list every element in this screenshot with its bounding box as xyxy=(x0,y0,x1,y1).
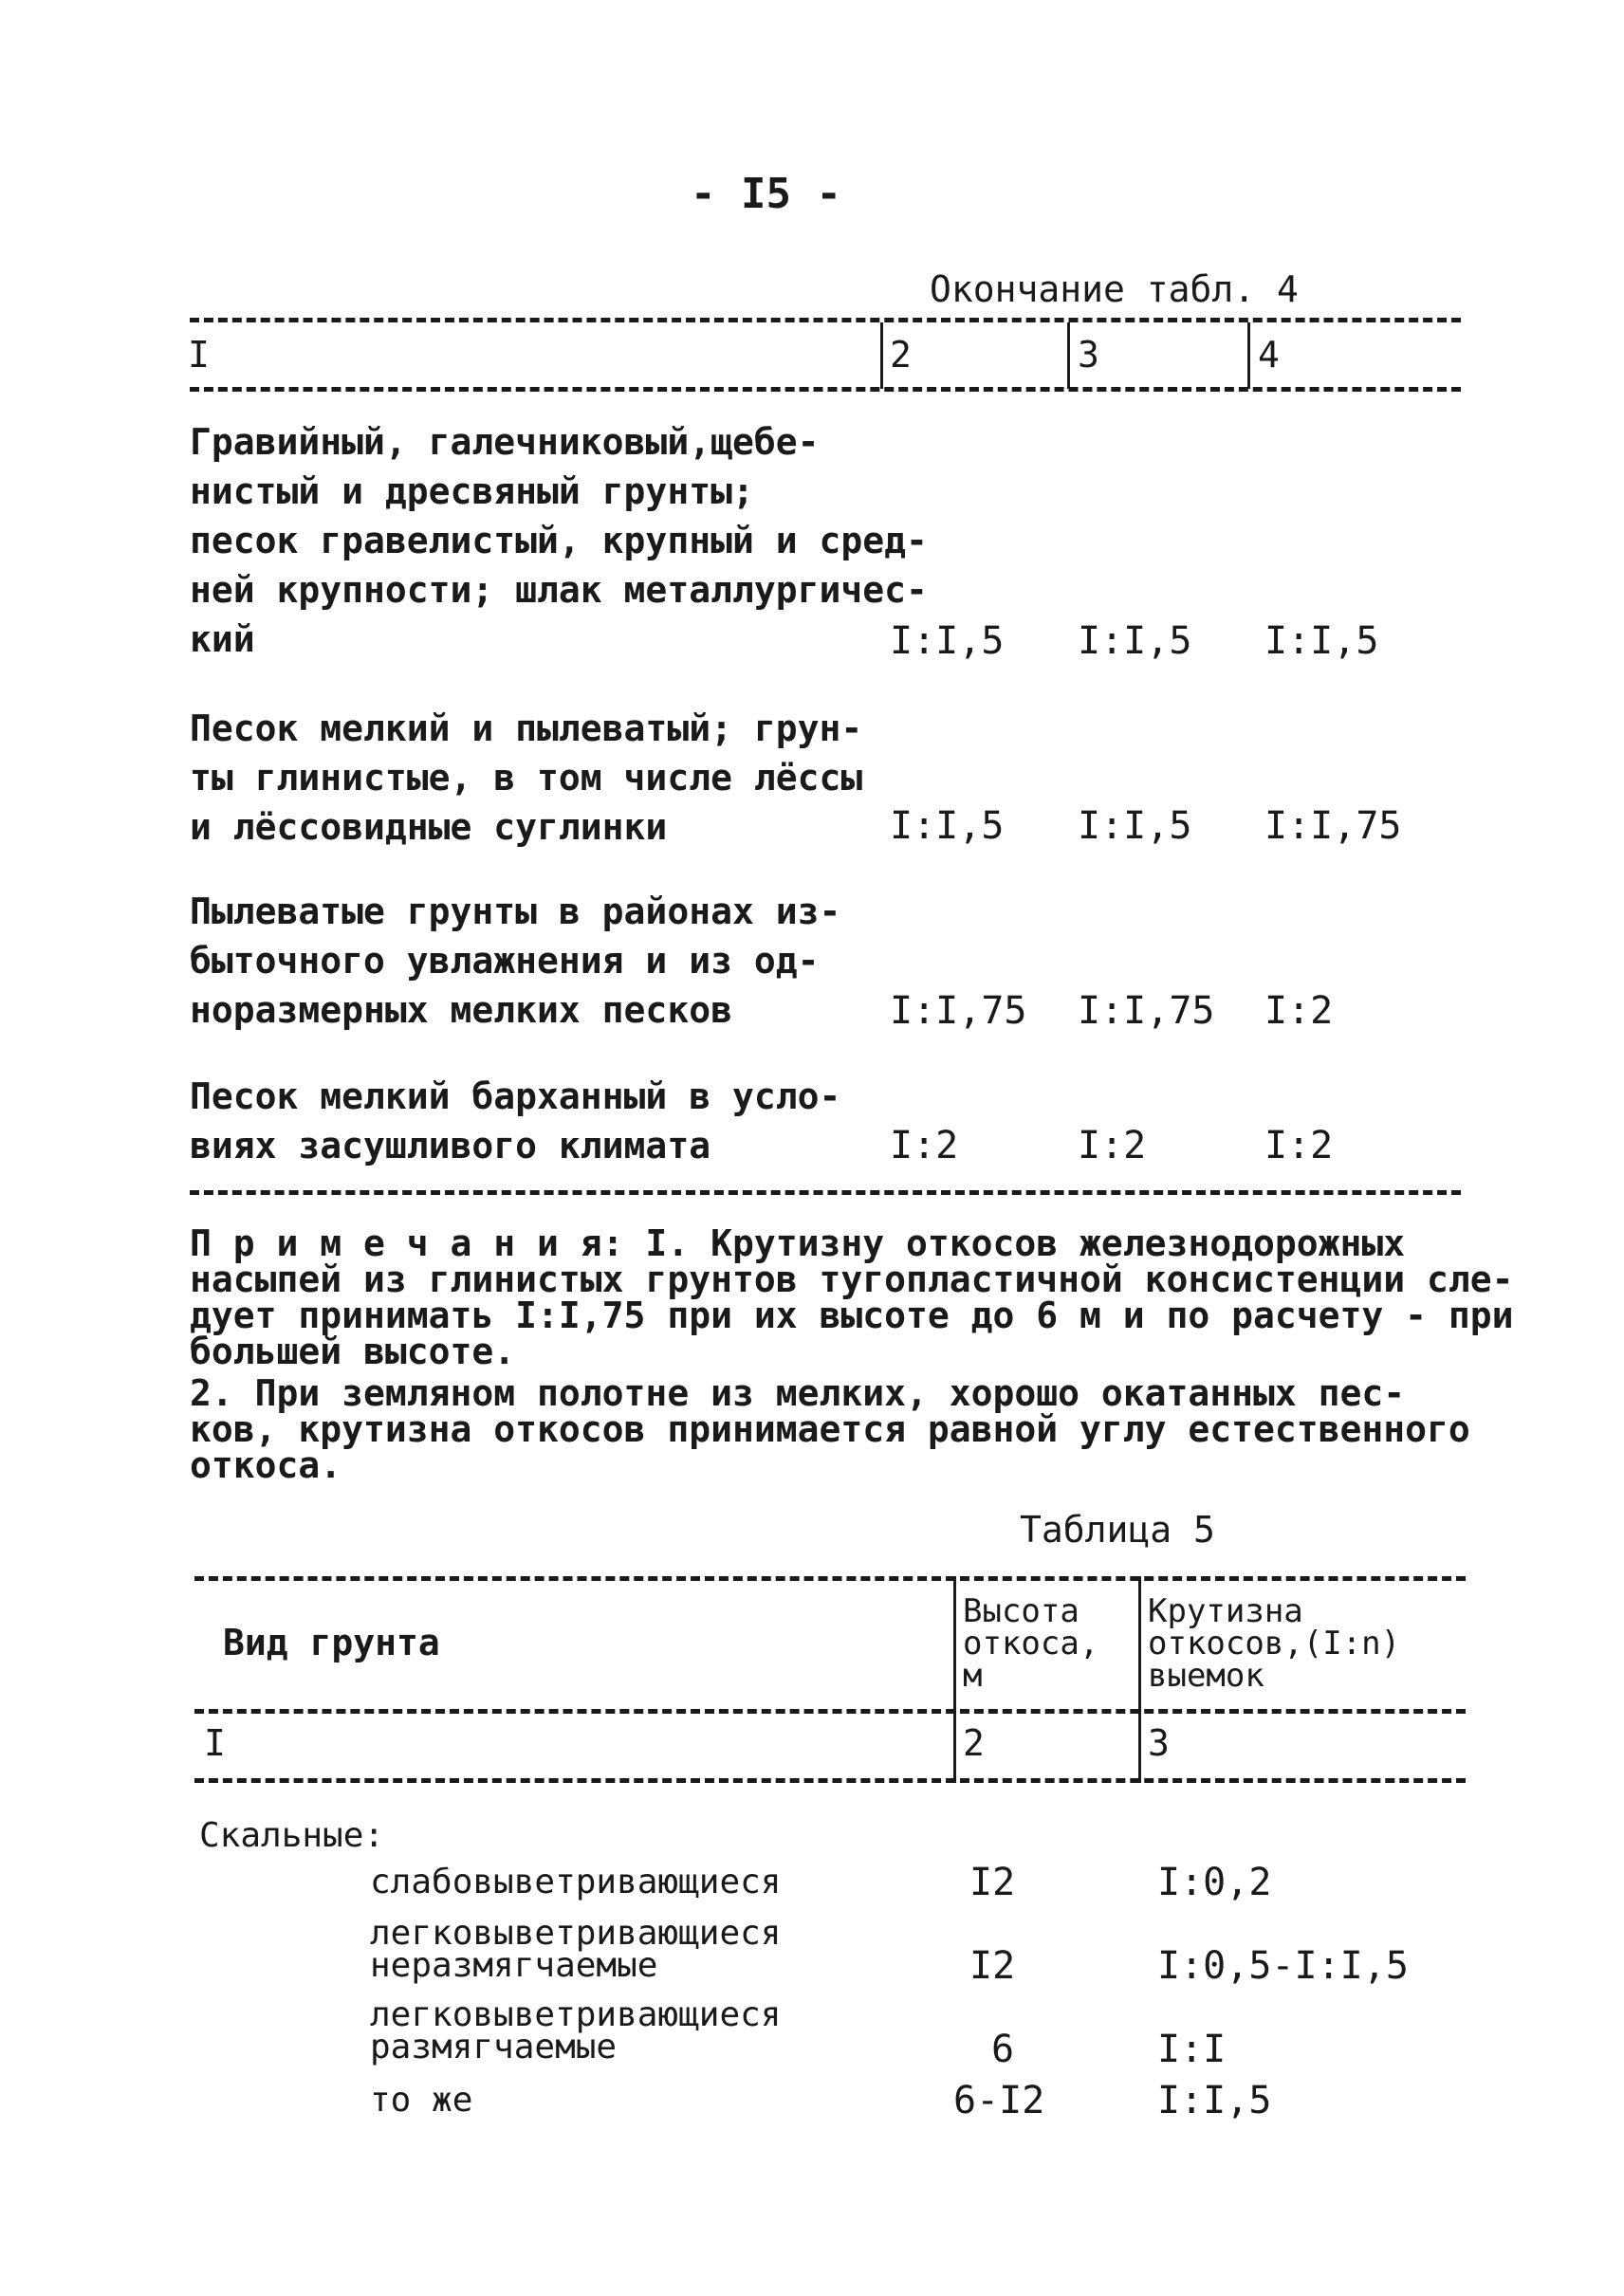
table4-cell: I:I,5 xyxy=(1264,619,1379,663)
table4-cell: I:2 xyxy=(890,1124,959,1167)
table5-group-label: Скальные: xyxy=(199,1816,385,1855)
table5-cell: I2 xyxy=(969,1861,1016,1904)
table5-col-number: I xyxy=(204,1722,226,1764)
table4-cell: I:2 xyxy=(1078,1124,1147,1167)
table4-divider-1 xyxy=(880,322,883,389)
table4-col-number: 2 xyxy=(890,334,912,376)
table5-divider-1 xyxy=(953,1576,956,1783)
table4-top-rule xyxy=(190,318,1461,322)
table5-cell: 6 xyxy=(991,2028,1015,2071)
table4-cell: I:2 xyxy=(1264,989,1334,1033)
table4-divider-2 xyxy=(1067,322,1070,389)
table4-col-number: 4 xyxy=(1258,334,1280,376)
table5-numbers-rule xyxy=(194,1778,1466,1783)
table5-col-number: 3 xyxy=(1148,1722,1170,1764)
table5-row-name: то же xyxy=(370,2081,473,2120)
table4-cell: I:I,5 xyxy=(890,619,1005,663)
table5-row-name: легковыветривающиеся размягчаемые xyxy=(370,1995,782,2066)
table4-cell: I:I,5 xyxy=(1078,619,1192,663)
table4-cell: I:I,75 xyxy=(890,989,1027,1033)
table5-col-number: 2 xyxy=(963,1722,985,1764)
table5-cell: I:I xyxy=(1157,2028,1227,2071)
table5-header-rule xyxy=(194,1709,1466,1714)
table4-row-name: Песок мелкий и пылеватый; грун- ты глинистые, в том числе лёссы и лёссовидные суглинки xyxy=(190,707,863,848)
table4-cell: I:I,75 xyxy=(1078,989,1215,1033)
table5-top-rule xyxy=(194,1576,1466,1581)
page-number: - I5 - xyxy=(691,170,841,218)
table5-cell: I:0,2 xyxy=(1157,1861,1272,1904)
table4-caption: Окончание табл. 4 xyxy=(930,268,1299,310)
table5-header-slope: Крутизна откосов,(I:n) выемок xyxy=(1148,1592,1401,1695)
table5-cell: I:I,5 xyxy=(1157,2079,1272,2122)
note-1: П р и м е ч а н и я: I. Крутизну откосов железнодорожных насыпей из глинистых грунтов тугопластичной консистенции сле- дует принимать I:I,75 при их высоте до 6 м и по расчету - при большей высоте. xyxy=(190,1222,1514,1372)
table5-header-height: Высота откоса, м xyxy=(963,1592,1099,1695)
table4-header-rule xyxy=(190,387,1461,392)
table4-col-number: I xyxy=(188,334,210,376)
table5-row-name: легковыветривающиеся неразмягчаемые xyxy=(370,1914,782,1985)
table4-col-number: 3 xyxy=(1078,334,1099,376)
table4-cell: I:2 xyxy=(1264,1124,1334,1167)
table5-cell: I2 xyxy=(969,1944,1016,1988)
table4-cell: I:I,5 xyxy=(890,804,1005,848)
table5-cell: I:0,5-I:I,5 xyxy=(1157,1944,1409,1988)
note-2: 2. При земляном полотне из мелких, хорошо окатанных пес- ков, крутизна откосов принимается равной углу естественного откоса. xyxy=(190,1372,1470,1486)
table4-bottom-rule xyxy=(190,1190,1461,1195)
table4-row-name: Пылеватые грунты в районах из- быточного увлажнения и из од- норазмерных мелких песков xyxy=(190,891,841,1031)
table4-row-name: Песок мелкий барханный в усло- виях засушливого климата xyxy=(190,1075,841,1166)
table5-cell: 6-I2 xyxy=(953,2079,1045,2122)
table4-cell: I:I,75 xyxy=(1264,804,1402,848)
table5-divider-2 xyxy=(1138,1576,1141,1783)
table4-row-name: Гравийный, галечниковый,щебе- нистый и дресвяный грунты; песок гравелистый, крупный и сред- ней крупности; шлак металлургичес- кий xyxy=(190,421,928,660)
table5-caption: Таблица 5 xyxy=(1020,1509,1215,1551)
table5-header-soil: Вид грунта xyxy=(223,1622,440,1663)
table5-row-name: слабовыветривающиеся xyxy=(370,1863,782,1901)
table4-divider-3 xyxy=(1247,322,1250,389)
table4-cell: I:I,5 xyxy=(1078,804,1192,848)
